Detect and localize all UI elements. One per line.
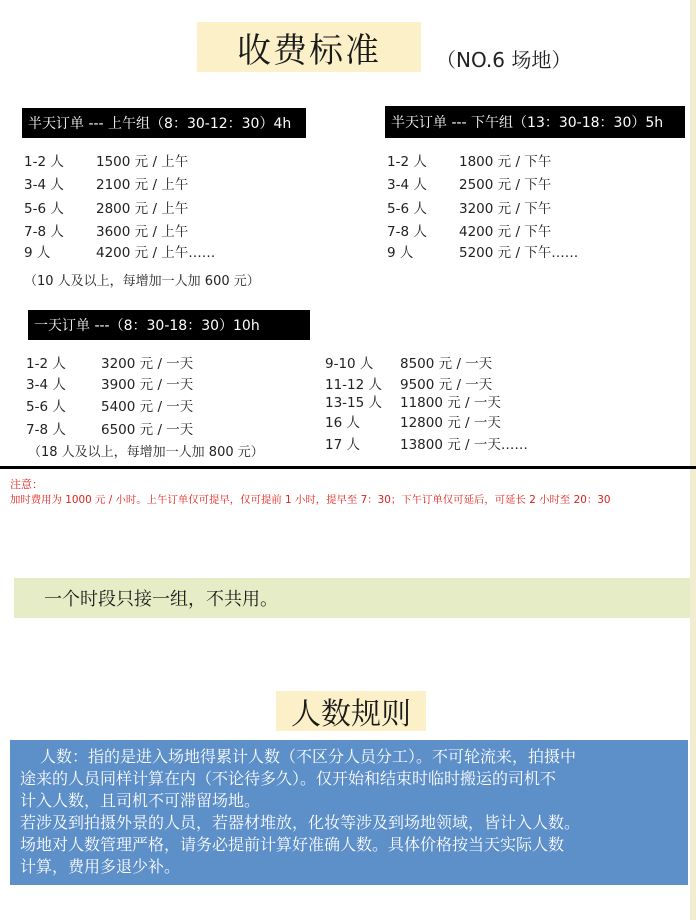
afternoon-header: 半天订单 --- 下午组（13：30-18：30）5h: [385, 106, 685, 138]
rules-box: [10, 740, 688, 885]
price-line: 5-6 人 5400 元 / 一天: [26, 399, 194, 415]
section-divider: [0, 466, 696, 469]
price-line: 3-4 人 2500 元 / 下午: [387, 177, 552, 193]
price-line: 3-4 人 3900 元 / 一天: [26, 377, 194, 393]
price-line: 5-6 人 3200 元 / 下午: [387, 201, 552, 217]
page-title: 收费标准: [197, 22, 421, 72]
price-line: 7-8 人 3600 元 / 上午: [24, 224, 189, 240]
venue-label: （NO.6 场地）: [436, 48, 572, 72]
price-line: 9 人 4200 元 / 上午……: [24, 245, 216, 261]
fullday-note: （18 人及以上，每增加一人加 800 元）: [28, 445, 264, 460]
notice-title: 注意：: [10, 478, 43, 491]
notice-text: 加时费用为 1000 元 / 小时。上午订单仅可提早，仅可提前 1 小时，提早至 7：30；下午订单仅可延后，可延长 2 小时至 20：30: [10, 494, 611, 506]
price-line: 7-8 人 4200 元 / 下午: [387, 224, 552, 240]
morning-note: （10 人及以上，每增加一人加 600 元）: [24, 274, 260, 289]
price-line: 17 人 13800 元 / 一天……: [325, 437, 528, 453]
rules-title: 人数规则: [276, 691, 426, 731]
morning-header: 半天订单 --- 上午组（8：30-12：30）4h: [22, 108, 306, 138]
price-line: 9-10 人 8500 元 / 一天: [325, 356, 493, 372]
rules-line: 计算，费用多退少补。: [20, 857, 181, 876]
price-line: 7-8 人 6500 元 / 一天: [26, 422, 194, 438]
price-line: 16 人 12800 元 / 一天: [325, 415, 501, 431]
page-edge: [690, 0, 696, 920]
price-line: 13-15 人 11800 元 / 一天: [325, 395, 501, 411]
fullday-header: 一天订单 ---（8：30-18：30）10h: [28, 310, 310, 340]
price-line: 9 人 5200 元 / 下午……: [387, 245, 579, 261]
rules-line: 场地对人数管理严格，请务必提前计算好准确人数。具体价格按当天实际人数: [20, 835, 565, 854]
price-line: 3-4 人 2100 元 / 上午: [24, 177, 189, 193]
price-line: 11-12 人 9500 元 / 一天: [325, 377, 493, 393]
rules-line: 若涉及到拍摄外景的人员，若器材堆放，化妆等涉及到场地领域，皆计入人数。: [20, 813, 581, 832]
price-line: 1-2 人 1800 元 / 下午: [387, 154, 552, 170]
rules-line: 计入人数，且司机不可滞留场地。: [20, 791, 261, 810]
price-line: 1-2 人 3200 元 / 一天: [26, 356, 194, 372]
price-line: 5-6 人 2800 元 / 上午: [24, 201, 189, 217]
rules-line: 人数：指的是进入场地得累计人数（不区分人员分工）。不可轮流来，拍摄中: [40, 747, 577, 766]
policy-banner: 一个时段只接一组，不共用。: [14, 578, 690, 618]
price-line: 1-2 人 1500 元 / 上午: [24, 154, 189, 170]
rules-line: 途来的人员同样计算在内（不论待多久）。仅开始和结束时临时搬运的司机不: [20, 769, 557, 788]
